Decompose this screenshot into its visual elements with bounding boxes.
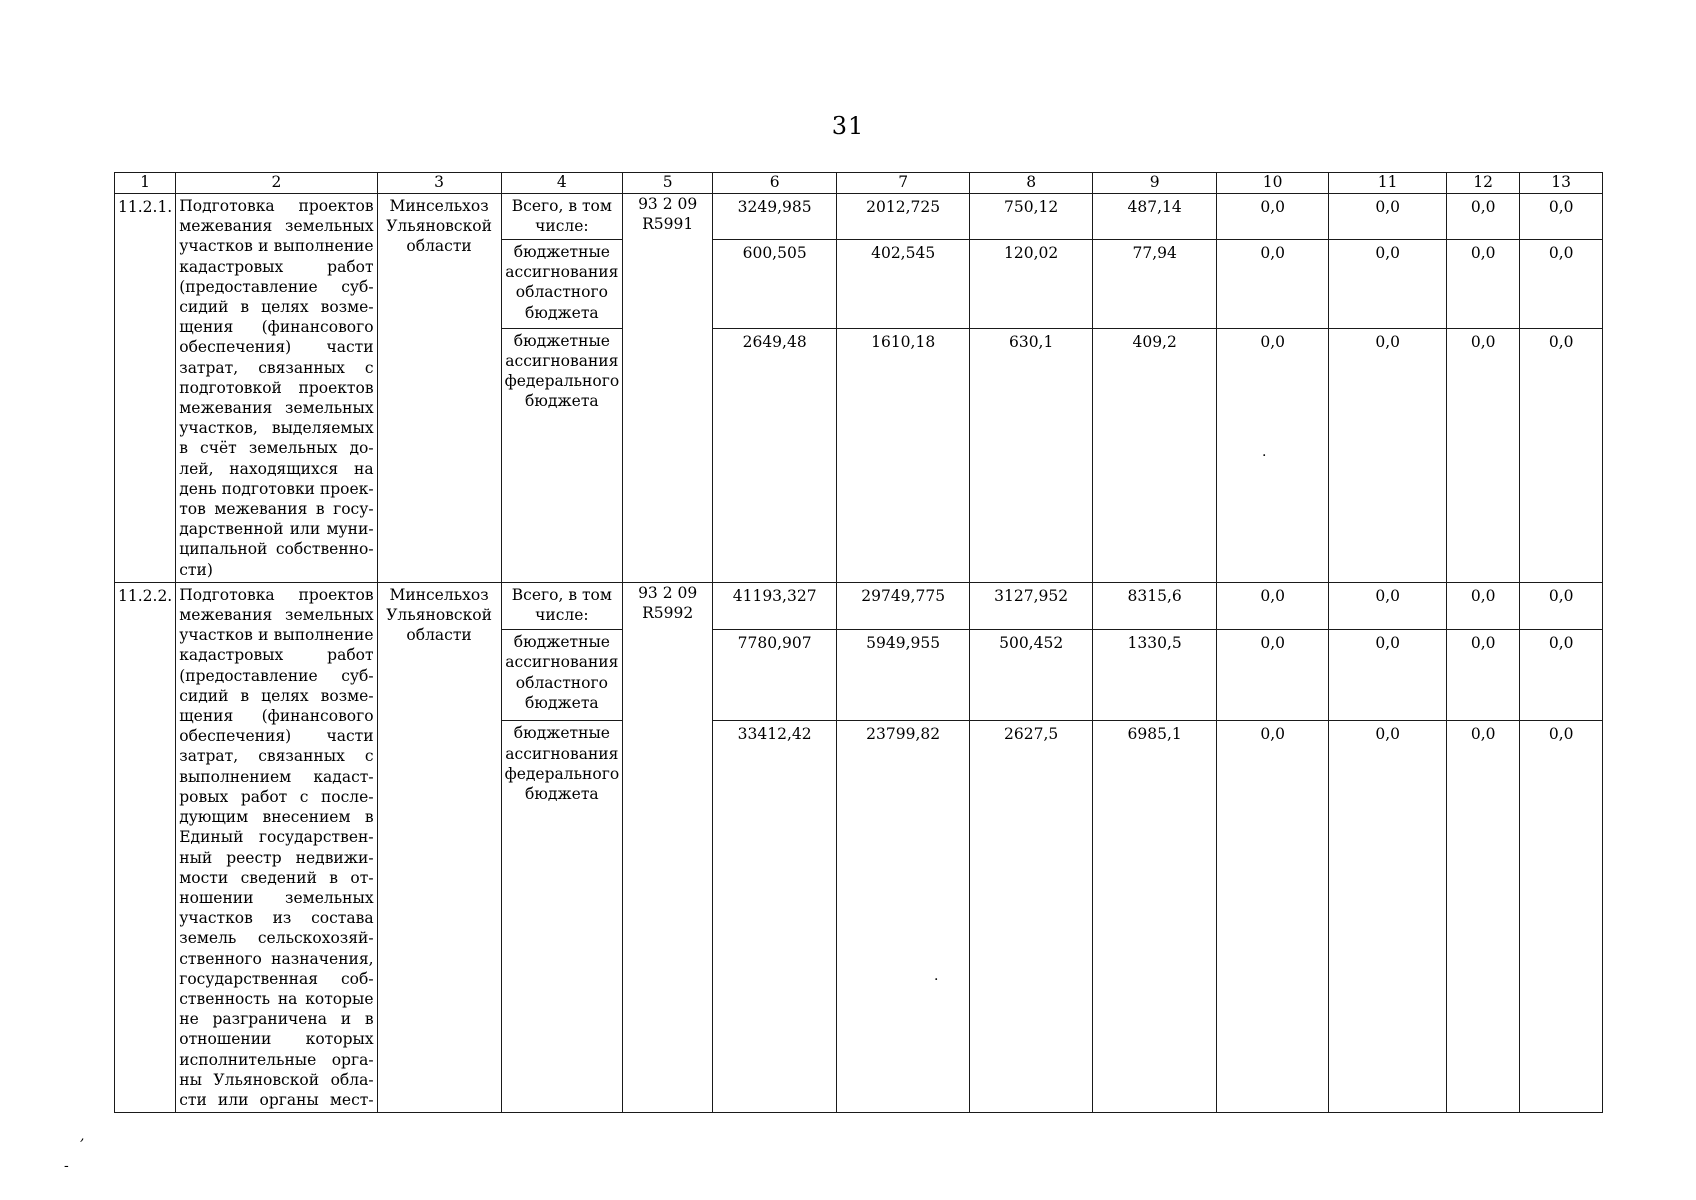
item-name-line: ственного назначения, — [179, 949, 374, 968]
item-name-line: исполнительные орга- — [179, 1050, 374, 1069]
value-cell: 0,0 — [1520, 328, 1603, 582]
executor: Минсельхоз Ульяновской области — [377, 582, 501, 1112]
value-cell: 0,0 — [1520, 721, 1603, 1113]
budget-code-line: R5992 — [642, 604, 694, 623]
table-row — [115, 194, 1603, 240]
column-header: 9 — [1093, 173, 1217, 194]
item-name-line: участков, выделяемых — [179, 419, 374, 438]
item-name-line: Единый государствен- — [179, 828, 374, 847]
item-name-line: ципальной собственно- — [179, 540, 374, 559]
value-cell: 0,0 — [1447, 239, 1520, 328]
item-name-line: щения (финансового — [179, 707, 374, 726]
scan-speck: - — [64, 1158, 69, 1174]
item-name-line: сти или органы мест- — [179, 1090, 374, 1109]
value-cell: 8315,6 — [1093, 582, 1217, 629]
value-cell: 6985,1 — [1093, 721, 1217, 1113]
value-cell: 500,452 — [970, 630, 1093, 721]
value-cell: 7780,907 — [713, 630, 837, 721]
value-cell: 2627,5 — [970, 721, 1093, 1113]
item-name-line: подготовкой проектов — [179, 378, 374, 397]
value-cell: 29749,775 — [837, 582, 970, 629]
item-name-line: затрат, связанных с — [179, 747, 374, 766]
item-name-line: обеспечения) части — [179, 727, 374, 746]
item-name-line: дарственной или муни- — [179, 520, 374, 539]
value-cell: 3249,985 — [713, 194, 837, 240]
value-cell: 0,0 — [1217, 582, 1329, 629]
column-header: 5 — [623, 173, 713, 194]
scan-speck: , — [80, 1128, 85, 1144]
item-name-line: день подготовки проек- — [179, 479, 374, 498]
value-cell: 487,14 — [1093, 194, 1217, 240]
item-name-line: земель сельскохозяй- — [179, 929, 374, 948]
value-cell: 409,2 — [1093, 328, 1217, 582]
value-cell: 0,0 — [1520, 582, 1603, 629]
item-name-line: участков и выполнение — [179, 626, 374, 645]
item-number: 11.2.2. — [115, 582, 176, 1112]
funding-source: бюджетные ассигнования федерального бюджета — [501, 721, 623, 1113]
value-cell: 0,0 — [1329, 239, 1447, 328]
funding-source: Всего, в том числе: — [501, 194, 623, 240]
item-name-line: тов межевания в госу- — [179, 500, 374, 519]
value-cell: 402,545 — [837, 239, 970, 328]
value-cell: 23799,82 — [837, 721, 970, 1113]
value-cell: 0,0 — [1447, 194, 1520, 240]
budget-code-line: 93 2 09 — [638, 583, 698, 602]
value-cell: 0,0 — [1520, 630, 1603, 721]
item-name-line: сидий в целях возме- — [179, 298, 374, 317]
budget-code — [623, 194, 713, 583]
column-header: 6 — [713, 173, 837, 194]
value-cell: 0,0 — [1520, 194, 1603, 240]
value-cell: 2012,725 — [837, 194, 970, 240]
value-cell: 41193,327 — [713, 582, 837, 629]
scan-speck: · — [934, 972, 939, 988]
funding-source: бюджетные ассигнования областного бюджета — [501, 630, 623, 721]
value-cell: 0,0 — [1217, 239, 1329, 328]
scan-speck: · — [1262, 448, 1267, 464]
value-cell: 0,0 — [1329, 630, 1447, 721]
value-cell: 33412,42 — [713, 721, 837, 1113]
item-name — [176, 194, 377, 583]
item-name-line: кадастровых работ — [179, 646, 374, 665]
value-cell: 630,1 — [970, 328, 1093, 582]
budget-code-line: R5991 — [642, 215, 694, 234]
item-name-line: отношении которых — [179, 1030, 374, 1049]
item-name-line: участков из состава — [179, 909, 374, 928]
item-name-line: затрат, связанных с — [179, 358, 374, 377]
budget-code — [623, 582, 713, 1112]
value-cell: 0,0 — [1447, 630, 1520, 721]
column-header: 8 — [970, 173, 1093, 194]
value-cell: 750,12 — [970, 194, 1093, 240]
value-cell: 0,0 — [1329, 194, 1447, 240]
budget-code-line: 93 2 09 — [638, 195, 698, 213]
column-header: 1 — [115, 173, 176, 194]
value-cell: 5949,955 — [837, 630, 970, 721]
executor: Минсельхоз Ульяновской области — [377, 194, 501, 583]
value-cell: 77,94 — [1093, 239, 1217, 328]
item-name-line: государственная соб- — [179, 969, 374, 988]
item-name-line: не разграничена и в — [179, 1010, 374, 1029]
column-header: 13 — [1520, 173, 1603, 194]
item-name-line: в счёт земельных до- — [179, 439, 374, 458]
item-name-line: (предоставление суб- — [179, 666, 374, 685]
value-cell: 0,0 — [1217, 630, 1329, 721]
funding-source: Всего, в том числе: — [501, 582, 623, 629]
item-name-line: обеспечения) части — [179, 338, 374, 357]
value-cell: 0,0 — [1447, 721, 1520, 1113]
value-cell: 0,0 — [1217, 194, 1329, 240]
budget-table — [114, 172, 1603, 1113]
column-header: 7 — [837, 173, 970, 194]
value-cell: 3127,952 — [970, 582, 1093, 629]
value-cell: 0,0 — [1329, 328, 1447, 582]
value-cell: 120,02 — [970, 239, 1093, 328]
item-name — [176, 582, 377, 1112]
item-name-line: межевания земельных — [179, 606, 374, 625]
page-number: 31 — [831, 112, 865, 140]
item-name-line: лей, находящихся на — [179, 459, 374, 478]
value-cell: 0,0 — [1520, 239, 1603, 328]
column-header: 2 — [176, 173, 377, 194]
value-cell: 1330,5 — [1093, 630, 1217, 721]
item-name-line: ственность на которые — [179, 989, 374, 1008]
column-header: 3 — [377, 173, 501, 194]
value-cell: 0,0 — [1217, 328, 1329, 582]
column-number-row — [115, 173, 1603, 194]
item-name-line: участков и выполнение — [179, 237, 374, 256]
item-name-line: кадастровых работ — [179, 257, 374, 276]
item-name-line: ровых работ с после- — [179, 787, 374, 806]
item-number: 11.2.1. — [115, 194, 176, 583]
item-name-line: дующим внесением в — [179, 808, 374, 827]
item-name-line: межевания земельных — [179, 399, 374, 418]
value-cell: 0,0 — [1217, 721, 1329, 1113]
item-name-line: Подготовка проектов — [179, 197, 374, 215]
value-cell: 2649,48 — [713, 328, 837, 582]
value-cell: 0,0 — [1447, 582, 1520, 629]
item-name-line: Подготовка проектов — [179, 585, 374, 604]
value-cell: 0,0 — [1329, 582, 1447, 629]
item-name-line: (предоставление суб- — [179, 277, 374, 296]
column-header: 4 — [501, 173, 623, 194]
item-name-line: мости сведений в от- — [179, 868, 374, 887]
column-header: 10 — [1217, 173, 1329, 194]
column-header: 12 — [1447, 173, 1520, 194]
value-cell: 1610,18 — [837, 328, 970, 582]
table-row — [115, 582, 1603, 629]
item-name-line: сидий в целях возме- — [179, 686, 374, 705]
item-name-line: ный реестр недвижи- — [179, 848, 374, 867]
item-name-line: межевания земельных — [179, 217, 374, 236]
item-name-line: сти) — [179, 560, 213, 579]
item-name-line: ношении земельных — [179, 888, 374, 907]
column-header: 11 — [1329, 173, 1447, 194]
item-name-line: ны Ульяновской обла- — [179, 1070, 374, 1089]
value-cell: 0,0 — [1329, 721, 1447, 1113]
value-cell: 0,0 — [1447, 328, 1520, 582]
value-cell: 600,505 — [713, 239, 837, 328]
funding-source: бюджетные ассигнования федерального бюджета — [501, 328, 623, 582]
item-name-line: щения (финансового — [179, 318, 374, 337]
item-name-line: выполнением кадаст- — [179, 767, 374, 786]
funding-source: бюджетные ассигнования областного бюджета — [501, 239, 623, 328]
